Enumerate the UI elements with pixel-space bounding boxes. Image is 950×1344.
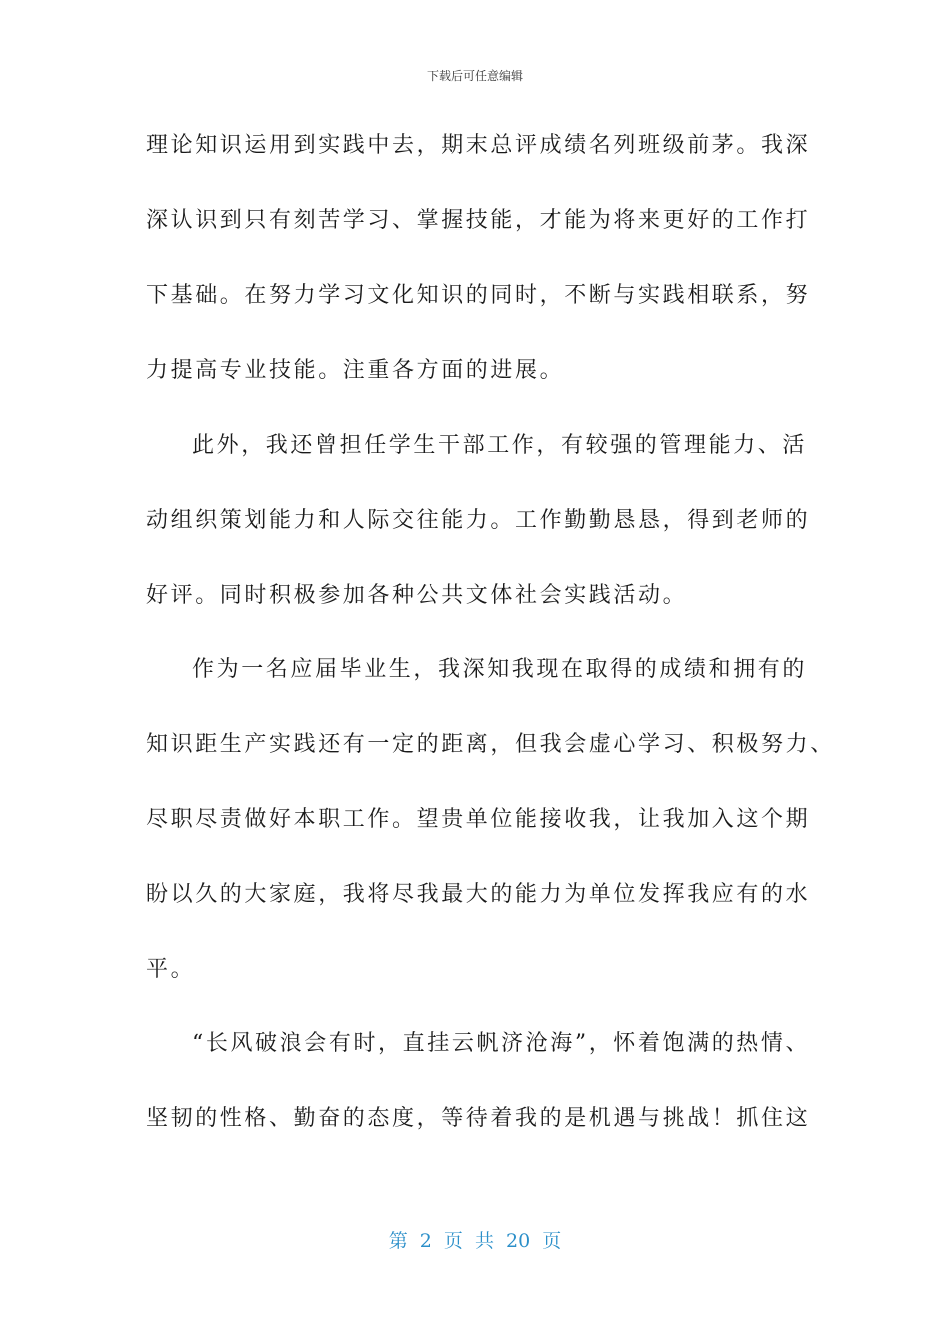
text-line: 力提高专业技能。注重各方面的进展。 bbox=[146, 358, 565, 383]
text-line: 深认识到只有刻苦学习、掌握技能，才能为将来更好的工作打 bbox=[146, 208, 811, 233]
paragraph-first-line: “长风破浪会有时，直挂云帆济沧海”，怀着饱满的热情、 bbox=[192, 1031, 811, 1056]
text-line: 坚韧的性格、勤奋的态度，等待着我的是机遇与挑战！抓住这 bbox=[146, 1106, 811, 1131]
text-line: 好评。同时积极参加各种公共文体社会实践活动。 bbox=[146, 583, 688, 608]
page-number-footer: 第 2 页 共 20 页 bbox=[388, 1230, 562, 1252]
paragraph-first-line: 此外，我还曾担任学生干部工作，有较强的管理能力、活 bbox=[192, 433, 808, 458]
text-line: 尽职尽责做好本职工作。望贵单位能接收我，让我加入这个期 bbox=[146, 807, 811, 832]
text-line: 平。 bbox=[146, 957, 196, 982]
paragraph-first-line: 作为一名应届毕业生，我深知我现在取得的成绩和拥有的 bbox=[192, 657, 808, 682]
text-line: 下基础。在努力学习文化知识的同时，不断与实践相联系，努 bbox=[146, 283, 811, 308]
text-line: 理论知识运用到实践中去，期末总评成绩名列班级前茅。我深 bbox=[146, 133, 811, 158]
page-header-note: 下载后可任意编辑 bbox=[426, 69, 523, 83]
text-line: 知识距生产实践还有一定的距离，但我会虚心学习、积极努力、 bbox=[146, 732, 835, 757]
text-line: 盼以久的大家庭，我将尽我最大的能力为单位发挥我应有的水 bbox=[146, 882, 811, 907]
text-line: 动组织策划能力和人际交往能力。工作勤勤恳恳，得到老师的 bbox=[146, 508, 811, 533]
